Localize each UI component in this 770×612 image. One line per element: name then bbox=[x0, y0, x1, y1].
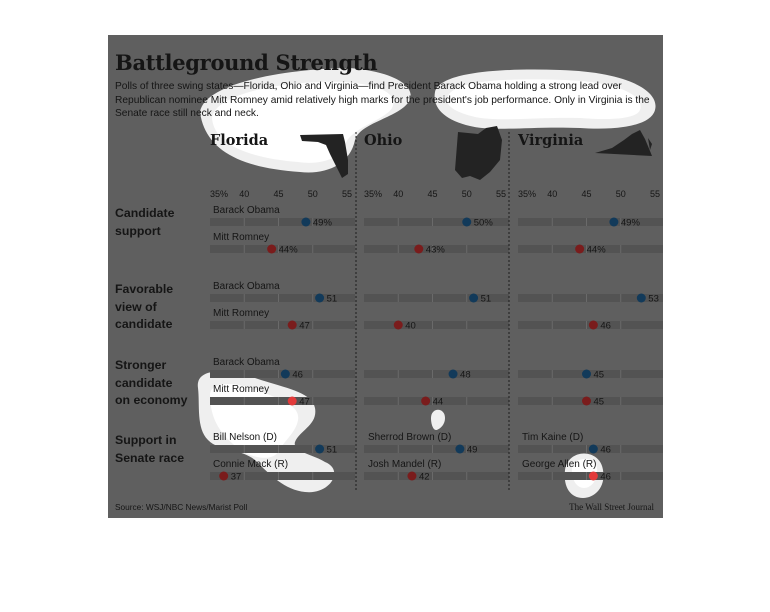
value-label: 46 bbox=[292, 369, 303, 381]
candidate-name: Tim Kaine (D) bbox=[522, 432, 584, 443]
democrat-dot bbox=[609, 218, 618, 227]
row-label-line: on economy bbox=[115, 393, 188, 407]
republican-dot bbox=[589, 472, 598, 481]
value-label: 49% bbox=[312, 217, 332, 229]
x-tick-label: 35% bbox=[518, 189, 537, 199]
candidate-name: Bill Nelson (D) bbox=[213, 432, 277, 443]
candidate-name: Barack Obama bbox=[213, 357, 280, 368]
value-label: 51 bbox=[480, 293, 492, 305]
republican-dot bbox=[589, 321, 598, 330]
candidate-name: Mitt Romney bbox=[213, 232, 270, 243]
value-label: 44% bbox=[278, 244, 298, 256]
candidate-name: Mitt Romney bbox=[213, 384, 270, 395]
value-label: 53 bbox=[648, 293, 659, 305]
x-tick-label: 35% bbox=[210, 189, 229, 199]
republican-dot bbox=[582, 397, 591, 406]
chart-title: Battleground Strength bbox=[115, 50, 378, 75]
value-label: 44 bbox=[432, 396, 444, 408]
state-maps bbox=[300, 126, 652, 180]
value-label: 46 bbox=[600, 471, 611, 483]
democrat-dot bbox=[315, 445, 324, 454]
x-tick-label: 40 bbox=[239, 189, 250, 199]
bar-track bbox=[364, 321, 509, 329]
x-axis-ticks bbox=[210, 189, 660, 199]
row-label-line: Senate race bbox=[115, 450, 185, 465]
row-label-line: Support in bbox=[115, 433, 177, 447]
row-label-candidate-support bbox=[115, 205, 174, 240]
row-label-line: Stronger bbox=[115, 358, 167, 372]
value-label: 49% bbox=[620, 217, 640, 229]
candidate-name: Josh Mandel (R) bbox=[368, 459, 442, 470]
x-tick-label: 50 bbox=[461, 189, 472, 199]
x-tick-label: 35% bbox=[364, 189, 383, 199]
republican-dot bbox=[267, 245, 276, 254]
republican-dot bbox=[407, 472, 416, 481]
value-label: 46 bbox=[600, 320, 611, 332]
democrat-dot bbox=[462, 218, 471, 227]
row-label-stronger-on-economy bbox=[115, 357, 187, 410]
bar-track bbox=[364, 370, 509, 378]
chart-subtitle: Polls of three swing states—Florida, Ohio and Virginia—find President Barack Obama holding a strong lead over Republican nominee Mitt Romney amid relatively high marks for the president's job performance. Only in Virginia is the Senate race still neck and neck. bbox=[115, 81, 650, 119]
bar-track bbox=[364, 472, 509, 480]
republican-dot bbox=[219, 472, 228, 481]
florida-map-icon bbox=[300, 134, 348, 178]
row-label-senate-race bbox=[115, 432, 184, 467]
x-tick-label: 40 bbox=[393, 189, 404, 199]
row-label-line: support bbox=[115, 223, 161, 238]
value-label: 49 bbox=[466, 444, 478, 456]
democrat-dot bbox=[281, 370, 290, 379]
republican-dot bbox=[575, 245, 584, 254]
democrat-dot bbox=[582, 370, 591, 379]
value-label: 45 bbox=[593, 396, 605, 408]
row-label-line: candidate bbox=[115, 317, 173, 331]
publisher-credit: The Wall Street Journal bbox=[569, 502, 654, 512]
x-tick-label: 50 bbox=[307, 189, 318, 199]
republican-dot bbox=[394, 321, 403, 330]
democrat-dot bbox=[449, 370, 458, 379]
republican-dot bbox=[421, 397, 430, 406]
value-label: 42 bbox=[418, 471, 430, 483]
row-label-line: view of bbox=[115, 299, 157, 314]
virginia-map-icon bbox=[595, 130, 652, 156]
candidate-name: Barack Obama bbox=[213, 205, 280, 216]
x-tick-label: 55 bbox=[495, 189, 507, 199]
state-name-ohio: Ohio bbox=[364, 132, 403, 149]
bar-track bbox=[518, 218, 663, 226]
x-tick-label: 40 bbox=[547, 189, 558, 199]
democrat-dot bbox=[301, 218, 310, 227]
democrat-dot bbox=[315, 294, 324, 303]
candidate-name: Sherrod Brown (D) bbox=[368, 432, 452, 443]
value-label: 47 bbox=[299, 320, 310, 332]
candidate-name: Barack Obama bbox=[213, 281, 280, 292]
x-tick-label: 45 bbox=[581, 189, 592, 199]
row-label-line: Candidate bbox=[115, 206, 175, 220]
value-label: 51 bbox=[326, 444, 338, 456]
value-label: 43% bbox=[425, 244, 445, 256]
row-label-line: candidate bbox=[115, 375, 173, 390]
ohio-map-icon bbox=[455, 126, 502, 180]
value-label: 45 bbox=[593, 369, 605, 381]
row-label-favorable-view bbox=[115, 281, 173, 334]
value-label: 48 bbox=[460, 369, 471, 381]
candidate-name: George Allen (R) bbox=[522, 459, 597, 470]
democrat-dot bbox=[455, 445, 464, 454]
x-tick-label: 45 bbox=[273, 189, 284, 199]
source-note: Source: WSJ/NBC News/Marist Poll bbox=[115, 502, 248, 512]
value-label: 40 bbox=[405, 320, 416, 332]
x-tick-label: 55 bbox=[649, 189, 661, 199]
democrat-dot bbox=[469, 294, 478, 303]
bar-track bbox=[210, 218, 355, 226]
row-label-line: Favorable bbox=[115, 282, 174, 296]
value-label: 47 bbox=[299, 396, 310, 408]
democrat-dot bbox=[589, 445, 598, 454]
value-label: 46 bbox=[600, 444, 611, 456]
x-tick-label: 50 bbox=[615, 189, 626, 199]
x-tick-label: 55 bbox=[341, 189, 353, 199]
candidate-name: Mitt Romney bbox=[213, 308, 270, 319]
bar-track bbox=[364, 445, 509, 453]
value-label: 37 bbox=[230, 471, 242, 483]
x-tick-label: 45 bbox=[427, 189, 438, 199]
republican-dot bbox=[288, 397, 297, 406]
bar-track bbox=[210, 321, 355, 329]
republican-dot bbox=[414, 245, 423, 254]
value-label: 51 bbox=[326, 293, 338, 305]
value-label: 44% bbox=[586, 244, 606, 256]
democrat-dot bbox=[637, 294, 646, 303]
state-name-virginia: Virginia bbox=[518, 132, 584, 149]
republican-dot bbox=[288, 321, 297, 330]
bar-track bbox=[210, 397, 355, 405]
candidate-name: Connie Mack (R) bbox=[213, 459, 289, 470]
state-name-florida: Florida bbox=[210, 132, 269, 149]
value-label: 50% bbox=[473, 217, 493, 229]
